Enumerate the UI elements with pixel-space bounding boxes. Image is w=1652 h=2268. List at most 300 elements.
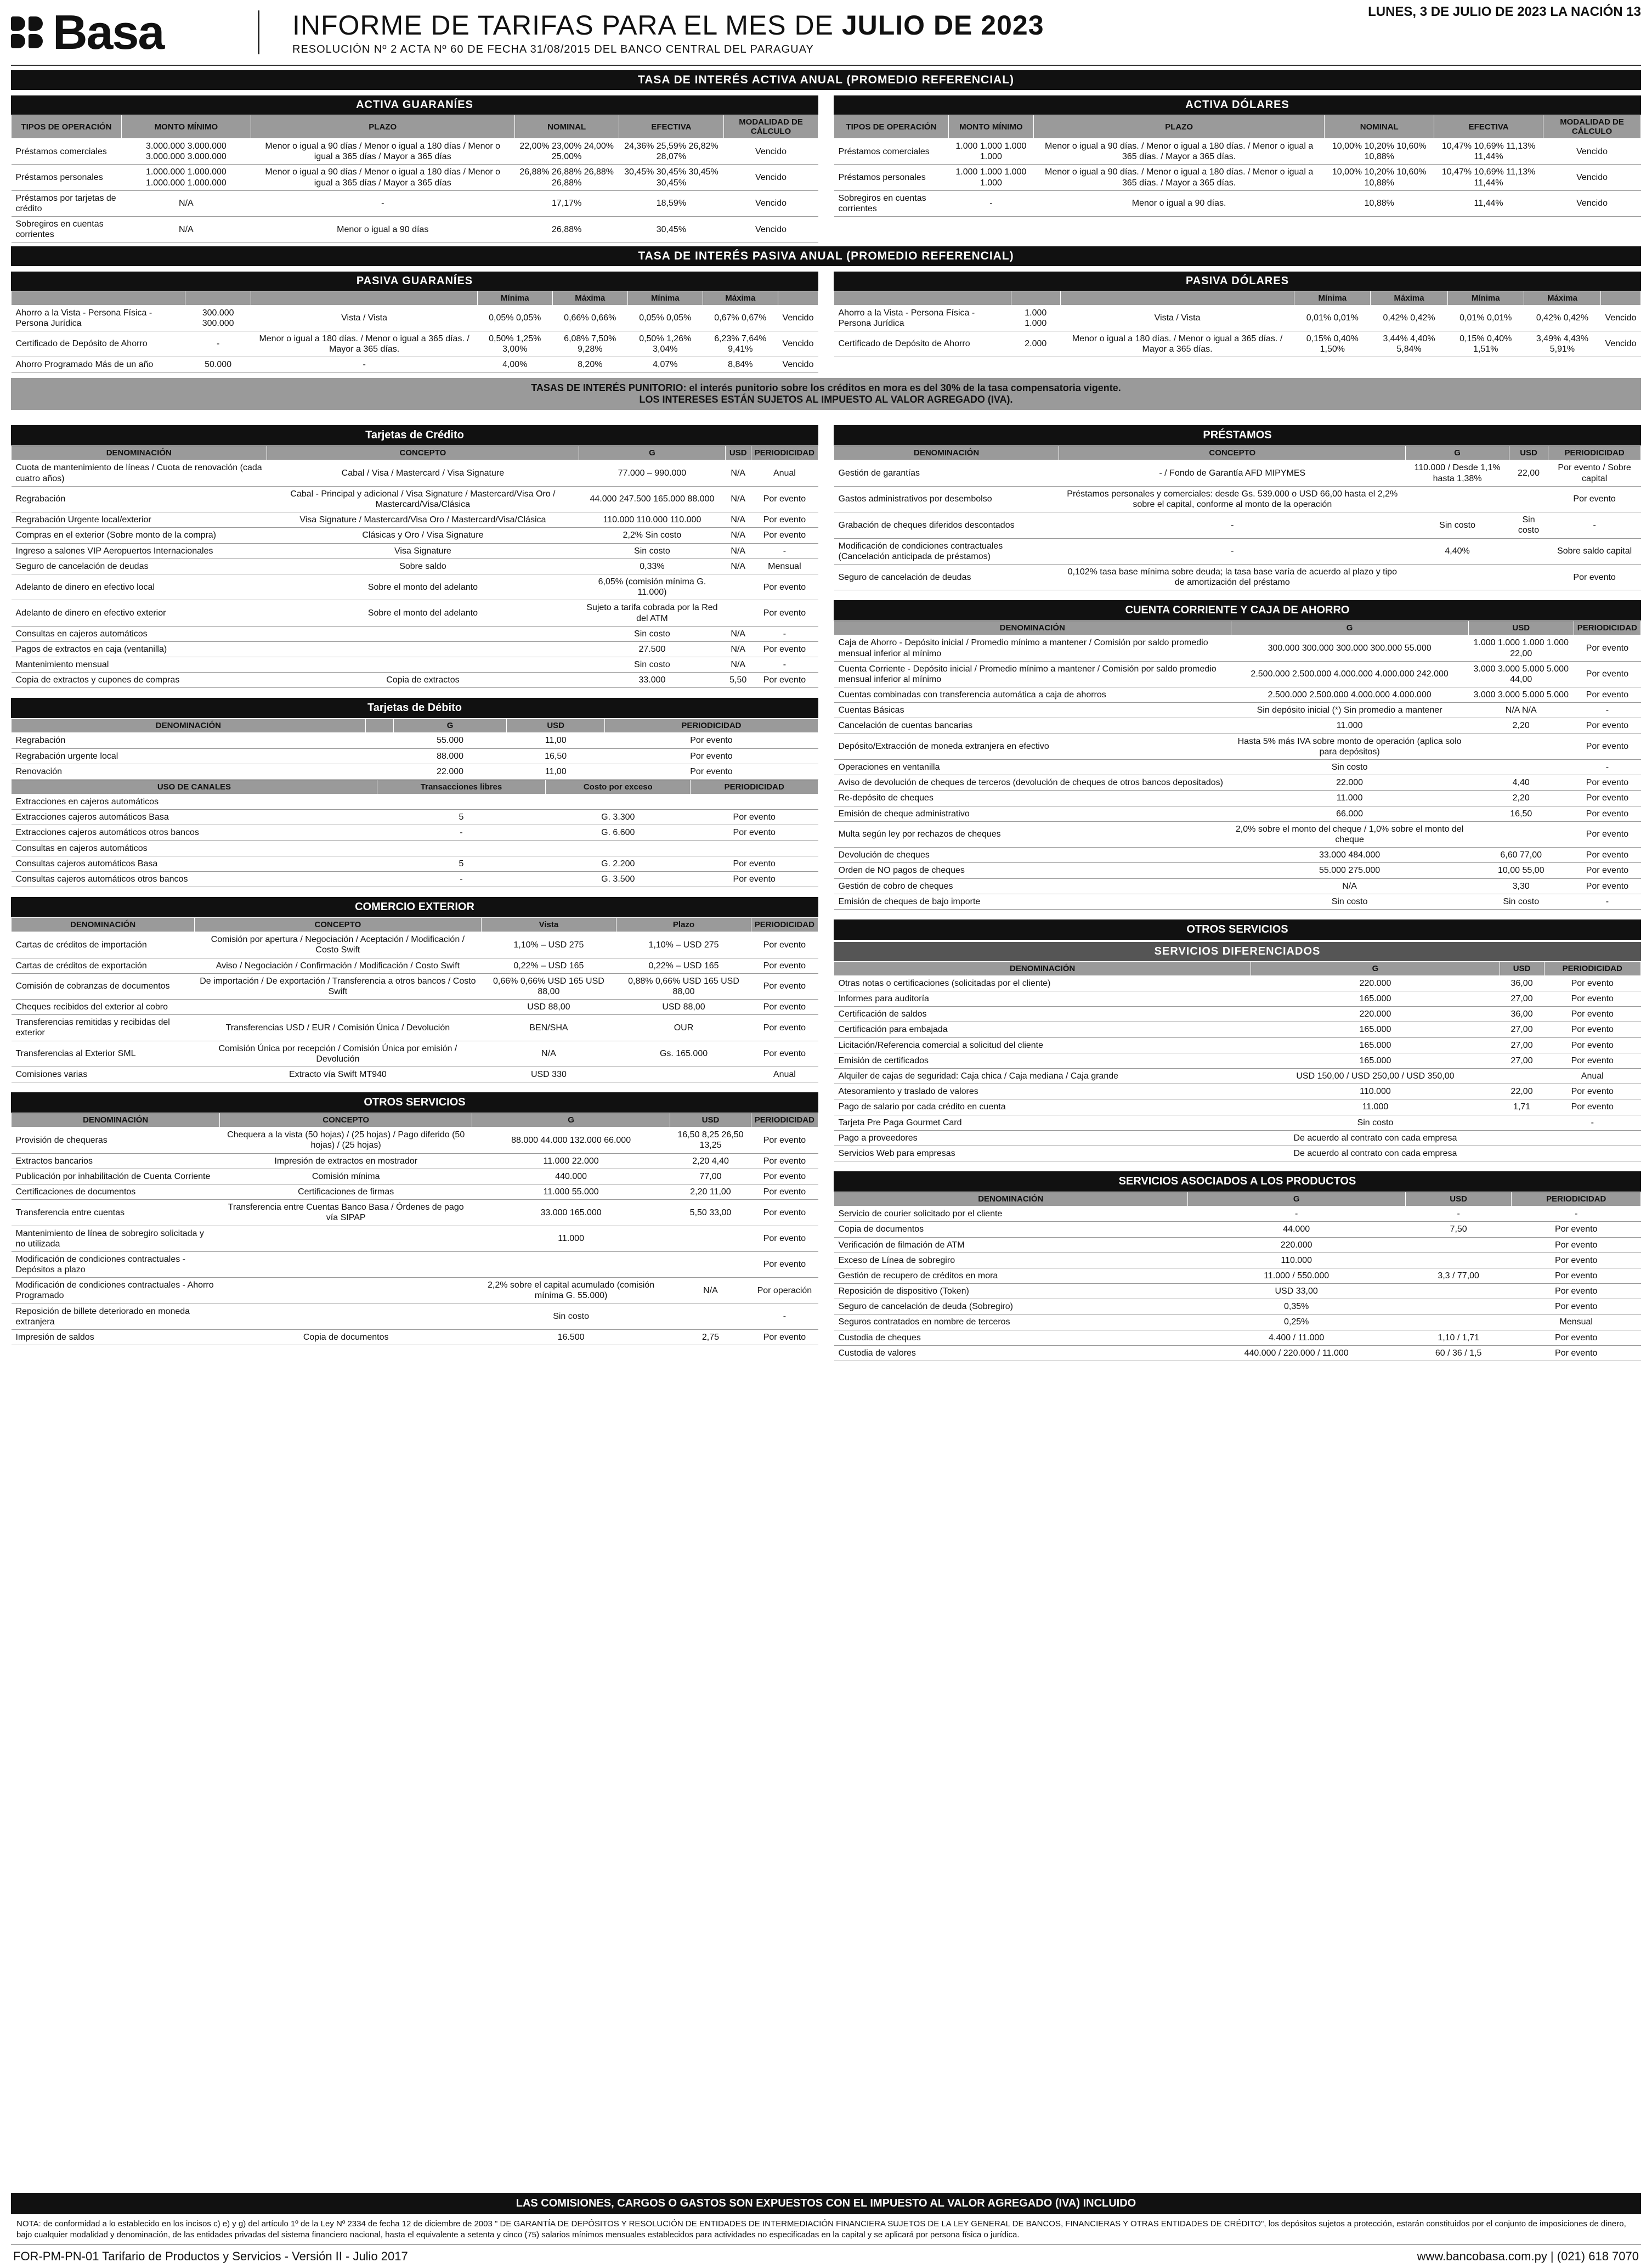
osr-cell: USD 150,00 / USD 250,00 / USD 350,00 [1251,1069,1500,1084]
servicios-diferenciados-table [834,961,1641,1161]
osr-cell: 110.000 [1251,1084,1500,1099]
activa-g-cell: 26,88% [514,217,619,242]
osr-cell: De acuerdo al contrato con cada empresa [1251,1146,1500,1161]
ce-header-cell: PERIODICIDAD [751,918,818,932]
osl-cell [670,1251,751,1277]
activa-dolares-title: ACTIVA DÓLARES [834,95,1641,115]
tc-cell: Regrabación Urgente local/exterior [12,512,267,528]
tc-cell: Por evento [751,641,818,657]
ce-cell: Gs. 165.000 [616,1041,751,1067]
page-footer [11,2245,1641,2268]
pasiva-d-cell: Ahorro a la Vista - Persona Física - Persona Jurídica [834,305,1011,331]
pasiva-d-cell: 0,15% 0,40% 1,50% [1294,331,1371,357]
tc-cell: Sobre el monto del adelanto [267,574,579,600]
osl-row [12,1200,818,1226]
sp-cell [1405,1314,1512,1330]
pasiva-g-cell: Menor o igual a 180 días. / Menor o igual a 365 días. / Mayor a 365 días. [251,331,478,357]
pr-row [834,512,1641,538]
activa-g-row [12,217,818,242]
osr-cell: Por evento [1544,1053,1640,1068]
pr-cell: 4,40% [1406,538,1509,564]
activa-d-cell: Vencido [1543,190,1641,216]
td-cell: 16,50 [507,748,604,764]
cuenta-corriente-table [834,620,1641,910]
pasiva-g-cell: - [185,331,251,357]
pasiva-g-header-cell [251,291,478,305]
td-header-cell: USD [507,719,604,733]
ce-cell [616,1067,751,1082]
ce-cell: Por evento [751,973,818,999]
ce-header-row [12,918,818,932]
pasiva-d-cell: 3,49% 4,43% 5,91% [1524,331,1600,357]
osl-cell: Por evento [751,1127,818,1153]
tc-cell: Por evento [751,574,818,600]
pasiva-g-cell: 0,05% 0,05% [477,305,552,331]
osr-cell: 27,00 [1500,991,1544,1007]
uso-row [12,840,818,856]
osl-cell [220,1304,472,1329]
cc-cell: - [1574,760,1640,775]
activa-g-cell: Vencido [724,217,818,242]
activa-d-header-cell: NOMINAL [1325,115,1434,139]
tarjetas-credito-table [11,445,818,688]
pr-cell [1509,486,1548,512]
ce-cell: Cheques recibidos del exterior al cobro [12,1000,195,1015]
osl-cell: 5,50 33,00 [670,1200,751,1226]
pasiva-g-cell: 8,20% [552,357,627,373]
sp-row [834,1314,1641,1330]
activa-g-header-cell: PLAZO [251,115,514,139]
uso-header-cell: USO DE CANALES [12,780,377,794]
osr-cell: Por evento [1544,1084,1640,1099]
pr-header-cell: CONCEPTO [1059,446,1406,460]
cc-header-cell: DENOMINACIÓN [834,621,1231,635]
activa-g-row [12,139,818,165]
osr-cell: 22,00 [1500,1084,1544,1099]
pasiva-g-cell: Ahorro Programado Más de un año [12,357,185,373]
activa-g-cell: - [251,190,514,216]
cc-cell: Sin costo [1231,894,1468,909]
activa-d-cell: Menor o igual a 90 días. / Menor o igual a 180 días. / Menor o igual a 365 días. / Mayor a 365 días. [1033,139,1324,165]
ce-cell: Por evento [751,932,818,958]
osl-cell: Transferencia entre Cuentas Banco Basa / Órdenes de pago vía SIPAP [220,1200,472,1226]
otros-servicios-left-title: OTROS SERVICIOS [11,1092,818,1113]
tc-cell: - [751,657,818,673]
osl-cell [220,1226,472,1251]
activa-g-header-cell: EFECTIVA [619,115,723,139]
pasiva-g-row [12,357,818,373]
osr-cell: Atesoramiento y traslado de valores [834,1084,1251,1099]
sp-cell: Gestión de recupero de créditos en mora [834,1268,1188,1283]
ce-cell [195,1000,481,1015]
osr-cell: De acuerdo al contrato con cada empresa [1251,1130,1500,1146]
tc-cell: Pagos de extractos en caja (ventanilla) [12,641,267,657]
pr-header-cell: USD [1509,446,1548,460]
osl-cell: Impresión de saldos [12,1330,220,1345]
osr-header-cell: G [1251,961,1500,975]
cc-cell: 2,20 [1468,718,1574,734]
osl-cell: Por evento [751,1153,818,1169]
ce-cell: Cartas de créditos de importación [12,932,195,958]
cc-cell: 16,50 [1468,806,1574,821]
pasiva-g-row [12,305,818,331]
osl-cell: Certificaciones de documentos [12,1184,220,1199]
ce-cell: 0,22% – USD 165 [616,958,751,973]
osr-cell: 36,00 [1500,1007,1544,1022]
ce-row [12,958,818,973]
osr-cell [1544,1146,1640,1161]
sp-cell: Por evento [1512,1299,1641,1314]
activa-d-cell: Vencido [1543,139,1641,165]
osl-header-cell: G [472,1113,670,1127]
uso-cell [377,840,545,856]
tc-cell: Ingreso a salones VIP Aeropuertos Internacionales [12,543,267,558]
pr-cell [1509,538,1548,564]
activa-d-cell: Sobregiros en cuentas corrientes [834,190,949,216]
cc-row [834,718,1641,734]
cc-row [834,703,1641,718]
activa-d-row [834,190,1641,216]
pasiva-d-cell: 2.000 [1011,331,1061,357]
pasiva-g-cell: Vista / Vista [251,305,478,331]
pr-cell: 110.000 / Desde 1,1% hasta 1,38% [1406,460,1509,486]
uso-cell: Extracciones cajeros automáticos otros bancos [12,825,377,840]
tc-cell: N/A [725,486,751,512]
pasiva-g-cell: 0,67% 0,67% [703,305,778,331]
pasiva-g-header-cell: Mínima [627,291,703,305]
pasiva-d-header-row [834,291,1641,305]
pasiva-banner: TASA DE INTERÉS PASIVA ANUAL (PROMEDIO REFERENCIAL) [11,246,1641,266]
osr-cell: Tarjeta Pre Paga Gourmet Card [834,1115,1251,1130]
osl-cell [220,1251,472,1277]
sp-cell: Reposición de dispositivo (Token) [834,1284,1188,1299]
sp-cell: - [1512,1206,1641,1222]
comercio-exterior-title: COMERCIO EXTERIOR [11,897,818,917]
activa-dolares-table [834,115,1641,217]
sp-cell: 11.000 / 550.000 [1187,1268,1405,1283]
comercio-exterior-table [11,917,818,1082]
cc-cell: Cancelación de cuentas bancarias [834,718,1231,734]
pasiva-d-cell: Vista / Vista [1061,305,1294,331]
td-cell: Regrabación urgente local [12,748,366,764]
tc-cell [267,641,579,657]
logo-text: Basa [53,5,164,59]
activa-g-cell: N/A [121,190,251,216]
sp-row [834,1237,1641,1253]
sp-row [834,1222,1641,1237]
cc-cell: Por evento [1574,661,1640,687]
osr-cell: 220.000 [1251,1007,1500,1022]
osr-cell: 27,00 [1500,1053,1544,1068]
ce-cell: De importación / De exportación / Transferencia a otros bancos / Costo Swift [195,973,481,999]
activa-g-cell: Menor o igual a 90 días [251,217,514,242]
uso-cell: Consultas cajeros automáticos otros bancos [12,871,377,887]
sp-cell: 44.000 [1187,1222,1405,1237]
cc-cell: Caja de Ahorro - Depósito inicial / Promedio mínimo a mantener / Comisión por saldo promedio mensual inferior al mínimo [834,635,1231,661]
uso-cell [546,840,691,856]
tc-row [12,528,818,543]
cc-cell [1468,734,1574,759]
pasiva-g-cell: 0,05% 0,05% [627,305,703,331]
ce-cell: Comisión de cobranzas de documentos [12,973,195,999]
osl-cell: - [751,1304,818,1329]
ce-cell: BEN/SHA [481,1015,616,1041]
tc-cell: Adelanto de dinero en efectivo local [12,574,267,600]
cc-header-cell: G [1231,621,1468,635]
cc-cell: Orden de NO pagos de cheques [834,863,1231,878]
activa-d-header-cell: TIPOS DE OPERACIÓN [834,115,949,139]
uso-cell: G. 6.600 [546,825,691,840]
pasiva-guaranies-title: PASIVA GUARANÍES [11,272,818,291]
tc-row [12,460,818,486]
sp-cell: USD 33,00 [1187,1284,1405,1299]
sp-header-cell: PERIODICIDAD [1512,1192,1641,1206]
activa-g-cell: 17,17% [514,190,619,216]
osl-cell: 11.000 22.000 [472,1153,670,1169]
activa-g-cell: 18,59% [619,190,723,216]
osl-cell: 16,50 8,25 26,50 13,25 [670,1127,751,1153]
td-cell: 11,00 [507,733,604,748]
tc-cell: Cabal / Visa / Mastercard / Visa Signature [267,460,579,486]
td-cell: 11,00 [507,764,604,779]
pasiva-guaranies-table [11,291,818,373]
uso-cell: G. 3.300 [546,810,691,825]
tc-cell: - [751,626,818,641]
ce-row [12,973,818,999]
tc-cell: Copia de extractos [267,673,579,688]
osr-row [834,1084,1641,1099]
activa-guaranies-title: ACTIVA GUARANÍES [11,95,818,115]
osr-cell: Por evento [1544,1099,1640,1115]
cc-cell: Cuenta Corriente - Depósito inicial / Promedio mínimo a mantener / Comisión por saldo promedio mensual inferior al mínimo [834,661,1231,687]
pasiva-d-cell: 1.000 1.000 [1011,305,1061,331]
sp-row [834,1206,1641,1222]
ce-cell: Comisión Única por recepción / Comisión Única por emisión / Devolución [195,1041,481,1067]
ce-cell: 0,66% 0,66% USD 165 USD 88,00 [481,973,616,999]
osr-cell: 27,00 [1500,1037,1544,1053]
tc-cell: Sujeto a tarifa cobrada por la Red del ATM [579,600,725,626]
cc-cell: Cuentas Básicas [834,703,1231,718]
cc-cell: 55.000 275.000 [1231,863,1468,878]
uso-cell: Extracciones cajeros automáticos Basa [12,810,377,825]
cc-row [834,878,1641,894]
ce-cell: Comisión por apertura / Negociación / Aceptación / Modificación / Costo Swift [195,932,481,958]
tc-header-cell: PERIODICIDAD [751,446,818,460]
ce-cell: Comisiones varias [12,1067,195,1082]
cc-cell: Emisión de cheque administrativo [834,806,1231,821]
cc-cell: 2.500.000 2.500.000 4.000.000 4.000.000 242.000 [1231,661,1468,687]
cc-cell: Por evento [1574,718,1640,734]
tc-cell: N/A [725,543,751,558]
cc-row [834,863,1641,878]
tc-cell: - [751,543,818,558]
activa-g-cell: Préstamos personales [12,165,122,190]
basa-logo-icon [11,16,43,48]
uso-header-cell: Costo por exceso [546,780,691,794]
cc-cell: Por evento [1574,635,1640,661]
osl-header-row [12,1113,818,1127]
cc-row [834,734,1641,759]
uso-header-row [12,780,818,794]
basa-logo [11,4,247,60]
tc-row [12,600,818,626]
activa-g-row [12,165,818,190]
activa-g-cell: 30,45% [619,217,723,242]
osl-row [12,1330,818,1345]
tarjetas-credito-title: Tarjetas de Crédito [11,425,818,445]
ce-cell: Extracto vía Swift MT940 [195,1067,481,1082]
pasiva-g-cell: 300.000 300.000 [185,305,251,331]
activa-g-cell: Préstamos por tarjetas de crédito [12,190,122,216]
osl-cell: Comisión mínima [220,1169,472,1184]
tc-cell: N/A [725,558,751,574]
td-cell: 88.000 [393,748,507,764]
uso-cell: Por evento [691,856,818,871]
cc-cell: Multa según ley por rechazos de cheques [834,821,1231,847]
ce-row [12,1000,818,1015]
activa-d-cell: Vencido [1543,165,1641,190]
osr-row [834,1146,1641,1161]
ce-cell: Transferencias al Exterior SML [12,1041,195,1067]
pr-header-cell: DENOMINACIÓN [834,446,1059,460]
osl-cell: Por evento [751,1251,818,1277]
pr-row [834,538,1641,564]
cc-cell: 6,60 77,00 [1468,848,1574,863]
uso-cell: G. 3.500 [546,871,691,887]
td-cell [365,748,393,764]
cc-cell: - [1574,894,1640,909]
td-cell: Regrabación [12,733,366,748]
osr-cell [1500,1146,1544,1161]
tc-cell: N/A [725,460,751,486]
activa-d-cell: 10,00% 10,20% 10,60% 10,88% [1325,139,1434,165]
pr-cell [1509,564,1548,590]
uso-cell [546,794,691,810]
td-header-cell: G [393,719,507,733]
uso-row [12,856,818,871]
pasiva-g-cell: Vencido [778,305,818,331]
td-cell: Por evento [604,764,818,779]
pasiva-g-header-cell: Máxima [703,291,778,305]
tc-cell: Consultas en cajeros automáticos [12,626,267,641]
servicios-diferenciados-title: SERVICIOS DIFERENCIADOS [834,942,1641,961]
osl-cell: Transferencia entre cuentas [12,1200,220,1226]
osr-cell [1500,1115,1544,1130]
td-cell: Renovación [12,764,366,779]
tc-cell: N/A [725,512,751,528]
sp-cell: 1,10 / 1,71 [1405,1330,1512,1345]
cc-cell: Por evento [1574,687,1640,703]
pr-cell: Sin costo [1406,512,1509,538]
osl-cell: Chequera a la vista (50 hojas) / (25 hojas) / Pago diferido (50 hojas) / (25 hojas) [220,1127,472,1153]
activa-d-cell: Préstamos comerciales [834,139,949,165]
uso-cell: - [377,871,545,887]
pasiva-d-cell: 0,01% 0,01% [1294,305,1371,331]
pasiva-g-cell: 0,50% 1,26% 3,04% [627,331,703,357]
cc-row [834,775,1641,791]
ce-cell: USD 88,00 [616,1000,751,1015]
tc-row [12,574,818,600]
sp-cell: Custodia de cheques [834,1330,1188,1345]
td-row [12,748,818,764]
cc-cell [1468,821,1574,847]
osl-cell: N/A [670,1278,751,1304]
tc-cell: Seguro de cancelación de deudas [12,558,267,574]
osl-row [12,1184,818,1199]
pr-cell: Sin costo [1509,512,1548,538]
pr-cell: - [1059,512,1406,538]
prestamos-title: PRÉSTAMOS [834,425,1641,445]
cc-row [834,760,1641,775]
tc-cell: 0,33% [579,558,725,574]
activa-d-header-cell: EFECTIVA [1434,115,1543,139]
td-cell: 55.000 [393,733,507,748]
cc-cell: Sin costo [1231,760,1468,775]
tc-cell: Sin costo [579,543,725,558]
pasiva-g-cell: Vencido [778,357,818,373]
td-cell: Por evento [604,733,818,748]
tc-row [12,626,818,641]
uso-header-cell: PERIODICIDAD [691,780,818,794]
osl-cell: Reposición de billete deteriorado en moneda extranjera [12,1304,220,1329]
tc-cell [267,657,579,673]
cc-cell: 3.000 3.000 5.000 5.000 44,00 [1468,661,1574,687]
osr-row [834,975,1641,991]
osr-cell [1500,1069,1544,1084]
activa-guaranies-table [11,115,818,243]
sp-row [834,1253,1641,1268]
pasiva-d-cell: 0,01% 0,01% [1447,305,1524,331]
ce-header-cell: DENOMINACIÓN [12,918,195,932]
pasiva-d-cell: Menor o igual a 180 días. / Menor o igual a 365 días. / Mayor a 365 días. [1061,331,1294,357]
pasiva-d-cell: Certificado de Depósito de Ahorro [834,331,1011,357]
cc-cell: Por evento [1574,775,1640,791]
activa-g-cell: Sobregiros en cuentas corrientes [12,217,122,242]
activa-g-cell: N/A [121,217,251,242]
interest-note: TASAS DE INTERÉS PUNITORIO: el interés punitorio sobre los créditos en mora es del 30% de la tasa compensatoria vigente. LOS INTERESES ESTÁN SUJETOS AL IMPUESTO AL VALOR AGREGADO (IVA). [11,378,1641,410]
pasiva-d-row [834,305,1641,331]
cc-cell: Sin depósito inicial (*) Sin promedio a mantener [1231,703,1468,718]
activa-d-cell: 10,47% 10,69% 11,13% 11,44% [1434,139,1543,165]
osr-header-cell: DENOMINACIÓN [834,961,1251,975]
pasiva-g-cell: 6,08% 7,50% 9,28% [552,331,627,357]
osl-cell: 11.000 [472,1226,670,1251]
activa-d-header-cell: PLAZO [1033,115,1324,139]
pr-cell: Por evento [1548,564,1641,590]
cc-cell: Por evento [1574,878,1640,894]
sp-cell: 4.400 / 11.000 [1187,1330,1405,1345]
osl-cell [670,1304,751,1329]
uso-cell: Consultas en cajeros automáticos [12,840,377,856]
ce-cell: 1,10% – USD 275 [616,932,751,958]
sp-header-cell: DENOMINACIÓN [834,1192,1188,1206]
sp-cell [1405,1299,1512,1314]
activa-g-cell: Vencido [724,190,818,216]
osr-cell: 1,71 [1500,1099,1544,1115]
pasiva-g-header-cell: Mínima [477,291,552,305]
sp-cell: Copia de documentos [834,1222,1188,1237]
osl-cell: 88.000 44.000 132.000 66.000 [472,1127,670,1153]
osl-cell: Copia de documentos [220,1330,472,1345]
osr-cell: Por evento [1544,991,1640,1007]
osr-cell: 27,00 [1500,1022,1544,1037]
cc-cell: 66.000 [1231,806,1468,821]
cc-row [834,635,1641,661]
activa-d-row [834,165,1641,190]
tc-cell: Cabal - Principal y adicional / Visa Signature / Mastercard/Visa Oro / Mastercard/Visa/Clásica [267,486,579,512]
activa-d-cell: Menor o igual a 90 días. / Menor o igual a 180 días. / Menor o igual a 365 días. / Mayor a 365 días. [1033,165,1324,190]
cc-cell: 2,20 [1468,791,1574,806]
